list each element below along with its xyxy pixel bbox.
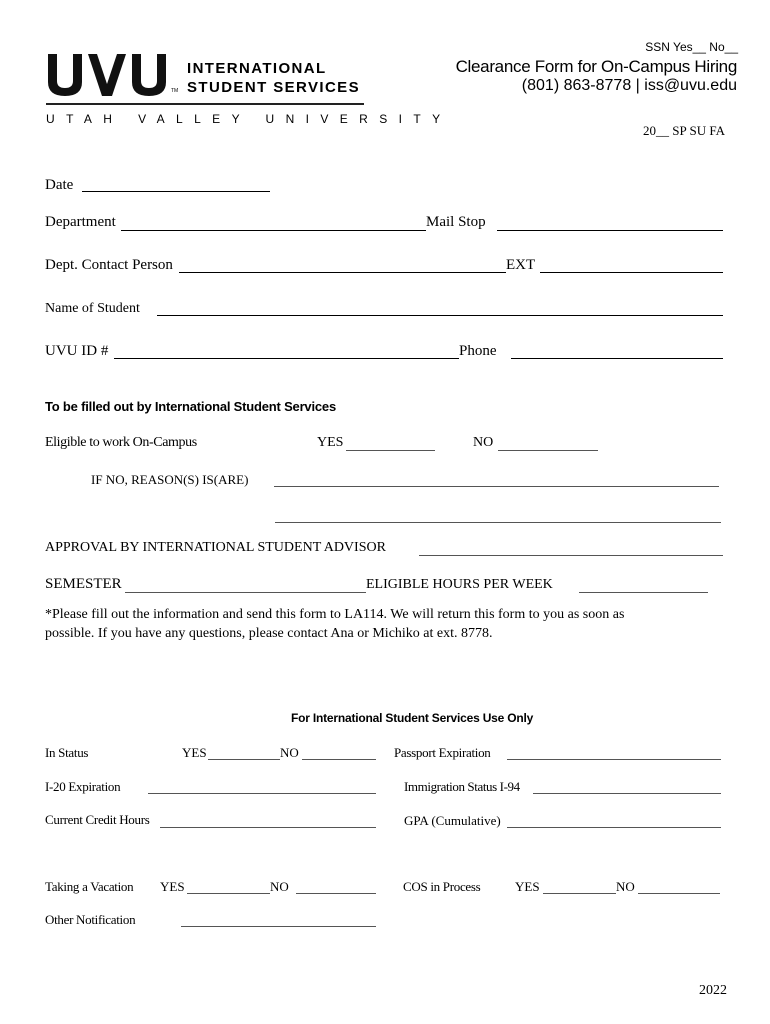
in-status-no-field[interactable] [302, 759, 376, 760]
office-use-heading: For International Student Services Use Only [291, 711, 534, 725]
gpa-field[interactable] [507, 827, 721, 828]
ext-label: EXT [506, 257, 536, 273]
ext-field[interactable] [540, 272, 723, 273]
mail-stop-field[interactable] [497, 230, 723, 231]
date-field[interactable] [82, 191, 270, 192]
logo-university-name: UTAH VALLEY UNIVERSITY [46, 112, 452, 126]
cos-no-label: NO [616, 879, 635, 894]
semester-field[interactable] [125, 592, 366, 593]
vacation-label: Taking a Vacation [45, 879, 134, 894]
student-name-field[interactable] [157, 315, 723, 316]
i20-expiration-field[interactable] [148, 793, 376, 794]
in-status-no-label: NO [280, 745, 299, 760]
passport-expiration-field[interactable] [507, 759, 721, 760]
department-field[interactable] [121, 230, 426, 231]
uvu-id-field[interactable] [114, 358, 459, 359]
uvu-id-label: UVU ID # [45, 343, 109, 359]
form-title: Clearance Form for On-Campus Hiring [455, 57, 737, 76]
eligible-no-field[interactable] [498, 450, 598, 451]
reason-field-line-1[interactable] [274, 486, 719, 487]
ssn-line: SSN Yes__ No__ [645, 40, 738, 54]
cos-no-field[interactable] [638, 893, 720, 894]
instructions-line-1: *Please fill out the information and send this form to LA114. We will return this form to you as soon as [45, 607, 625, 622]
immigration-status-field[interactable] [533, 793, 721, 794]
approval-field[interactable] [419, 555, 723, 556]
vacation-no-label: NO [270, 879, 289, 894]
passport-expiration-label: Passport Expiration [394, 745, 491, 760]
footer-year: 2022 [699, 983, 727, 998]
instructions-line-2: possible. If you have any questions, please contact Ana or Michiko at ext. 8778. [45, 626, 493, 641]
vacation-yes-label: YES [160, 879, 185, 894]
cos-yes-field[interactable] [543, 893, 616, 894]
eligible-label: Eligible to work On-Campus [45, 435, 197, 450]
iss-section-heading: To be filled out by International Student Services [45, 399, 336, 414]
gpa-label: GPA (Cumulative) [404, 813, 501, 828]
credit-hours-label: Current Credit Hours [45, 812, 150, 827]
eligible-hours-field[interactable] [579, 592, 708, 593]
date-label: Date [45, 177, 74, 193]
mail-stop-label: Mail Stop [426, 214, 486, 230]
eligible-yes-field[interactable] [346, 450, 435, 451]
phone-field[interactable] [511, 358, 723, 359]
logo-line-international: INTERNATIONAL [187, 60, 327, 77]
immigration-status-label: Immigration Status I-94 [404, 779, 520, 794]
other-notification-field[interactable] [181, 926, 376, 927]
student-name-label: Name of Student [45, 301, 140, 316]
other-notification-label: Other Notification [45, 912, 136, 927]
logo-divider [46, 103, 364, 105]
contact-info: (801) 863-8778 | iss@uvu.edu [521, 77, 737, 94]
trademark-mark: TM [171, 88, 179, 94]
cos-label: COS in Process [403, 879, 481, 894]
phone-label: Phone [459, 343, 497, 359]
vacation-no-field[interactable] [296, 893, 376, 894]
reason-label: IF NO, REASON(S) IS(ARE) [91, 472, 249, 487]
term-line: 20__ SP SU FA [643, 123, 725, 138]
department-label: Department [45, 214, 116, 230]
eligible-hours-label: ELIGIBLE HOURS PER WEEK [366, 577, 553, 592]
dept-contact-label: Dept. Contact Person [45, 257, 173, 273]
semester-label: SEMESTER [45, 576, 122, 592]
dept-contact-field[interactable] [179, 272, 506, 273]
credit-hours-field[interactable] [160, 827, 376, 828]
approval-label: APPROVAL BY INTERNATIONAL STUDENT ADVISOR [45, 540, 386, 555]
i20-expiration-label: I-20 Expiration [45, 779, 121, 794]
cos-yes-label: YES [515, 879, 540, 894]
logo-line-student-services: STUDENT SERVICES [187, 79, 360, 96]
reason-field-line-2[interactable] [275, 522, 721, 523]
eligible-yes-label: YES [317, 435, 344, 450]
vacation-yes-field[interactable] [187, 893, 270, 894]
in-status-label: In Status [45, 745, 89, 760]
eligible-no-label: NO [473, 435, 494, 450]
uvu-letters-logo [46, 54, 179, 96]
in-status-yes-field[interactable] [208, 759, 280, 760]
in-status-yes-label: YES [182, 745, 207, 760]
